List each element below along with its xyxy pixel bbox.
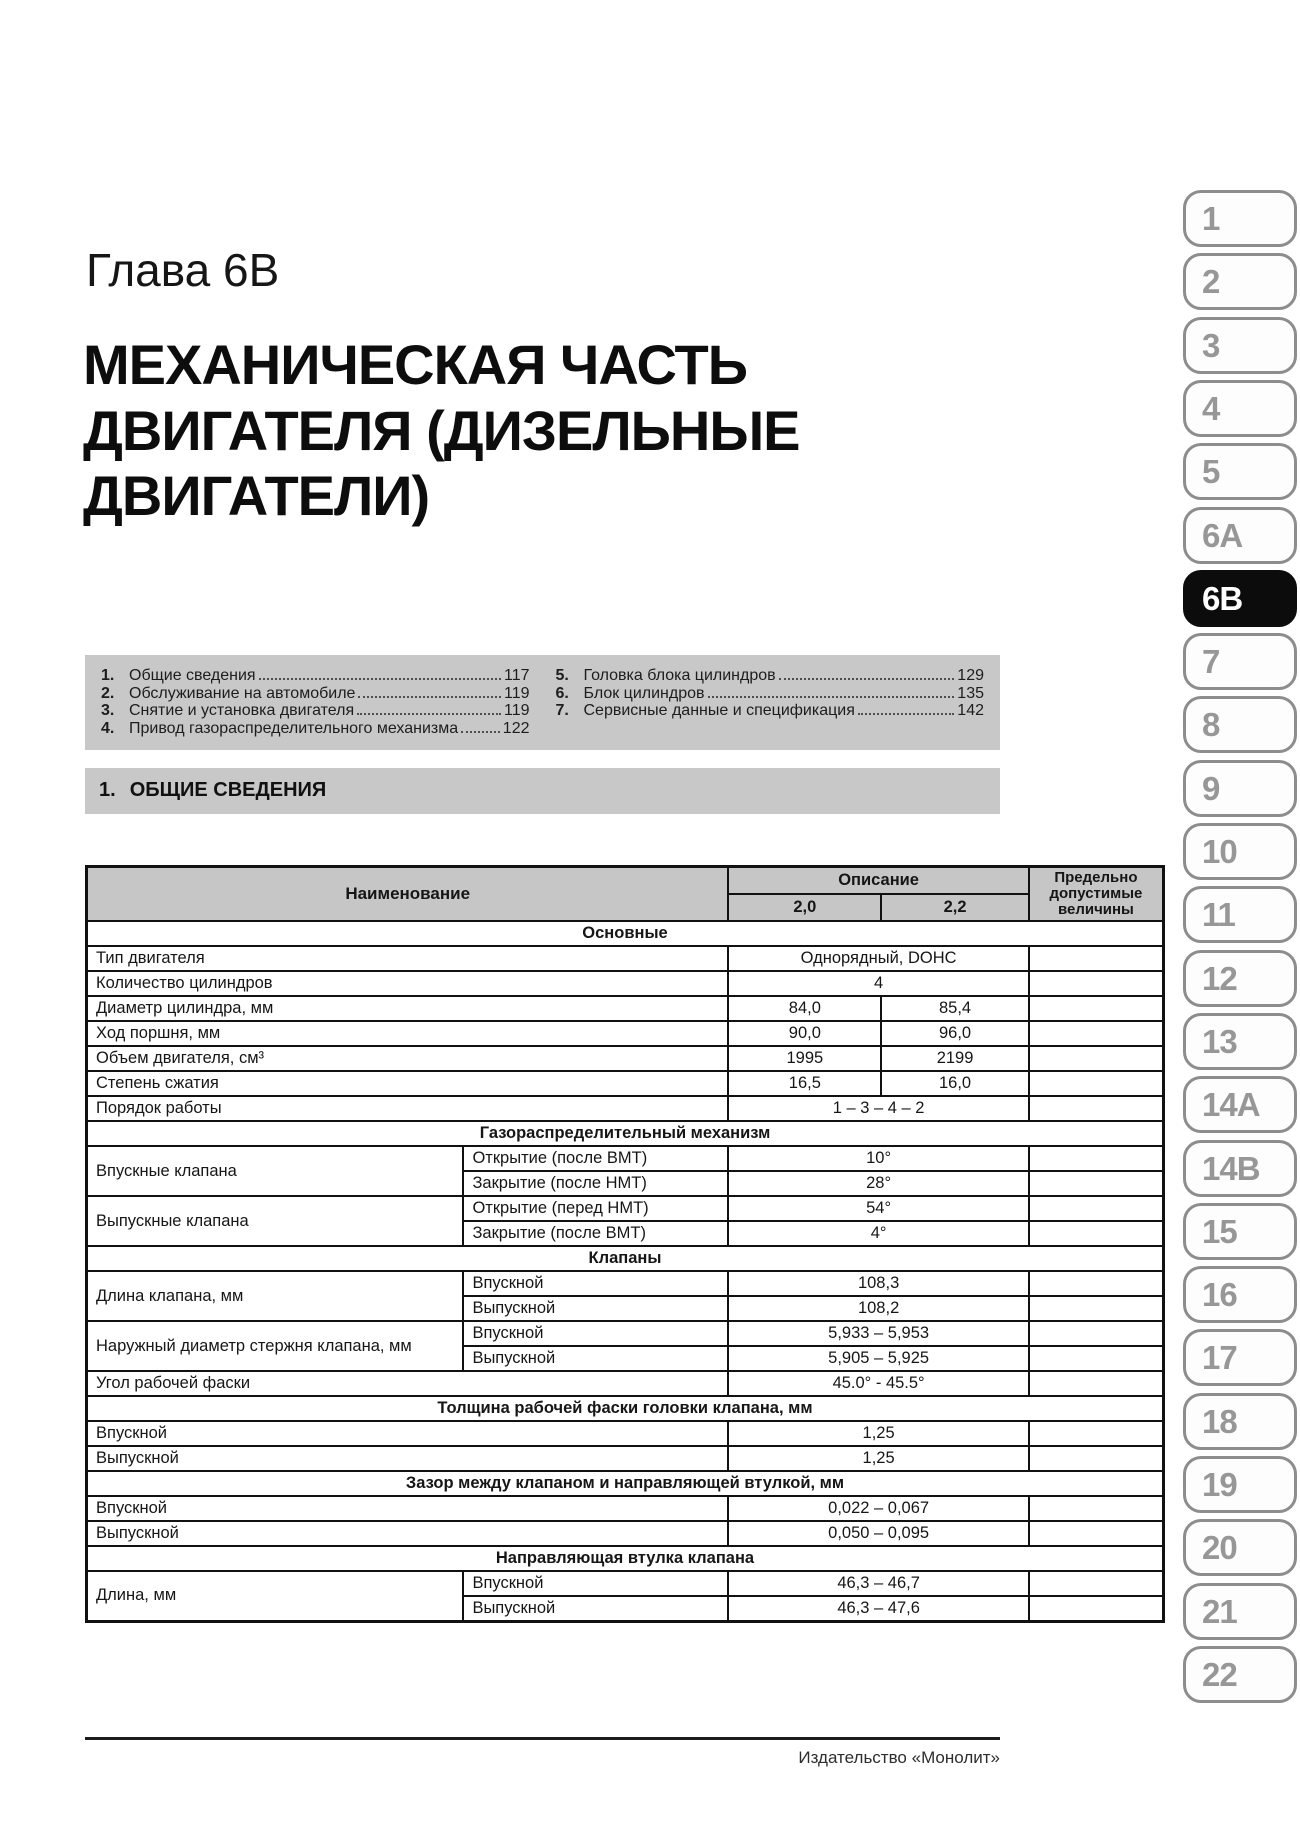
table-section-label: Зазор между клапаном и направляющей втулкой, мм <box>87 1471 1164 1496</box>
row-value-2.2-cell: 16,0 <box>881 1071 1029 1096</box>
section-heading-number: 1. <box>99 779 116 801</box>
row-name-cell: Степень сжатия <box>87 1071 729 1096</box>
row-value-cell: 46,3 – 47,6 <box>728 1596 1028 1621</box>
row-limit-cell <box>1029 1321 1164 1346</box>
row-value-cell: 1,25 <box>728 1446 1028 1471</box>
toc-item <box>101 667 530 685</box>
row-name-cell: Впускной <box>87 1421 729 1446</box>
column-header-engine-2.2: 2,2 <box>881 894 1029 921</box>
table-section-label: Газораспределительный механизм <box>87 1121 1164 1146</box>
row-sub-cell: Закрытие (после ВМТ) <box>463 1221 728 1246</box>
toc-item-page: 122 <box>502 719 530 737</box>
chapter-tab-12: 12 <box>1183 950 1297 1007</box>
row-value-cell: 4° <box>728 1221 1028 1246</box>
chapter-tab-6b: 6B <box>1183 570 1297 627</box>
toc-column-right <box>556 667 985 740</box>
row-name-cell: Ход поршня, мм <box>87 1021 729 1046</box>
row-sub-cell: Выпускной <box>463 1346 728 1371</box>
chapter-tab-8: 8 <box>1183 696 1297 753</box>
toc-item-label: Сервисные данные и спецификация <box>583 702 855 719</box>
toc-item-page: 142 <box>957 702 984 719</box>
table-row <box>87 1521 1164 1546</box>
row-limit-cell <box>1029 1096 1164 1121</box>
chapter-tab-16: 16 <box>1183 1266 1297 1323</box>
row-name-cell: Диаметр цилиндра, мм <box>87 996 729 1021</box>
row-limit-cell <box>1029 1146 1164 1171</box>
page-title-line-2: ДВИГАТЕЛЯ (ДИЗЕЛЬНЫЕ <box>83 398 800 462</box>
toc-item-page: 117 <box>503 667 530 684</box>
chapter-tab-11: 11 <box>1183 886 1297 943</box>
spec-table-header <box>87 867 1164 922</box>
row-limit-cell <box>1029 1446 1164 1471</box>
toc-item-number: 4. <box>101 719 115 737</box>
column-header-description: Описание <box>728 867 1028 895</box>
chapter-tab-4: 4 <box>1183 380 1297 437</box>
toc-item <box>101 720 530 738</box>
row-limit-cell <box>1029 971 1164 996</box>
row-name-cell: Выпускной <box>87 1521 729 1546</box>
toc-leader-dots <box>461 731 500 733</box>
row-sub-cell: Впускной <box>463 1571 728 1596</box>
row-sub-cell: Выпускной <box>463 1596 728 1621</box>
table-row <box>87 946 1164 971</box>
table-row <box>87 1421 1164 1446</box>
row-value-cell: 10° <box>728 1146 1028 1171</box>
table-of-contents <box>85 655 1000 750</box>
row-limit-cell <box>1029 1021 1164 1046</box>
toc-item-number: 7. <box>555 702 569 719</box>
row-name-cell: Объем двигателя, см³ <box>87 1046 729 1071</box>
table-row <box>87 1046 1164 1071</box>
chapter-tab-13: 13 <box>1183 1013 1297 1070</box>
toc-leader-dots <box>357 713 501 715</box>
toc-item-label: Снятие и установка двигателя <box>129 702 355 719</box>
row-value-cell: Однорядный, DOHC <box>728 946 1028 971</box>
row-value-cell: 108,3 <box>728 1271 1028 1296</box>
toc-item-number: 2. <box>101 684 115 702</box>
toc-leader-dots <box>779 678 955 680</box>
row-value-cell: 0,022 – 0,067 <box>728 1496 1028 1521</box>
row-name-cell: Длина клапана, мм <box>87 1271 464 1321</box>
table-section-row <box>87 1396 1164 1421</box>
toc-item-number: 1. <box>101 667 115 684</box>
row-limit-cell <box>1029 1371 1164 1396</box>
toc-item-label: Общие сведения <box>129 667 256 684</box>
row-limit-cell <box>1029 1496 1164 1521</box>
toc-leader-dots <box>858 713 954 715</box>
chapter-tab-2: 2 <box>1183 253 1297 310</box>
footer-rule <box>85 1737 1000 1740</box>
toc-item-label: Обслуживание на автомобиле <box>129 684 356 702</box>
row-limit-cell <box>1029 1521 1164 1546</box>
row-value-cell: 54° <box>728 1196 1028 1221</box>
chapter-tab-14a: 14A <box>1183 1076 1297 1133</box>
row-name-cell: Впускной <box>87 1496 729 1521</box>
row-limit-cell <box>1029 1596 1164 1621</box>
table-row <box>87 1271 1164 1296</box>
chapter-tab-1: 1 <box>1183 190 1297 247</box>
row-limit-cell <box>1029 996 1164 1021</box>
toc-item <box>101 685 530 703</box>
toc-item <box>556 667 985 685</box>
row-value-cell: 4 <box>728 971 1028 996</box>
row-sub-cell: Впускной <box>463 1321 728 1346</box>
chapter-tab-22: 22 <box>1183 1646 1297 1703</box>
row-value-cell: 5,905 – 5,925 <box>728 1346 1028 1371</box>
page-title-line-3: ДВИГАТЕЛИ) <box>83 464 430 528</box>
row-name-cell: Угол рабочей фаски <box>87 1371 729 1396</box>
chapter-tab-7: 7 <box>1183 633 1297 690</box>
column-header-limit: Предельно допустимые величины <box>1029 867 1164 922</box>
row-sub-cell: Выпускной <box>463 1296 728 1321</box>
toc-item-label: Блок цилиндров <box>583 684 705 702</box>
row-name-cell: Длина, мм <box>87 1571 464 1621</box>
publisher-footer: Издательство «Монолит» <box>798 1748 1000 1767</box>
row-limit-cell <box>1029 1571 1164 1596</box>
chapter-tab-21: 21 <box>1183 1583 1297 1640</box>
table-section-row <box>87 1121 1164 1146</box>
toc-item-number: 3. <box>101 702 115 719</box>
toc-item <box>556 685 985 703</box>
toc-item <box>556 702 985 720</box>
chapter-tab-20: 20 <box>1183 1519 1297 1576</box>
table-row <box>87 1321 1164 1346</box>
column-header-name: Наименование <box>87 867 729 922</box>
table-row <box>87 1446 1164 1471</box>
table-row <box>87 1071 1164 1096</box>
table-row <box>87 1096 1164 1121</box>
row-limit-cell <box>1029 1071 1164 1096</box>
row-value-2.0-cell: 84,0 <box>728 996 881 1021</box>
table-section-label: Основные <box>87 921 1164 946</box>
row-name-cell: Количество цилиндров <box>87 971 729 996</box>
row-value-cell: 5,933 – 5,953 <box>728 1321 1028 1346</box>
row-value-2.2-cell: 85,4 <box>881 996 1029 1021</box>
spec-table <box>85 865 1165 1623</box>
toc-item-label: Привод газораспределительного механизма <box>129 719 459 737</box>
toc-column-left <box>101 667 530 740</box>
row-value-cell: 45.0° - 45.5° <box>728 1371 1028 1396</box>
toc-leader-dots <box>259 678 501 680</box>
row-limit-cell <box>1029 1421 1164 1446</box>
spec-table-body <box>87 921 1164 1621</box>
chapter-tab-14b: 14B <box>1183 1140 1297 1197</box>
chapter-tab-15: 15 <box>1183 1203 1297 1260</box>
row-limit-cell <box>1029 1046 1164 1071</box>
toc-item-label: Головка блока цилиндров <box>583 667 776 684</box>
chapter-tab-17: 17 <box>1183 1329 1297 1386</box>
row-value-cell: 0,050 – 0,095 <box>728 1521 1028 1546</box>
row-name-cell: Выпускные клапана <box>87 1196 464 1246</box>
chapter-tab-18: 18 <box>1183 1393 1297 1450</box>
row-limit-cell <box>1029 1346 1164 1371</box>
table-row <box>87 1371 1164 1396</box>
row-limit-cell <box>1029 1171 1164 1196</box>
section-heading <box>85 768 1000 814</box>
toc-item-page: 119 <box>503 702 530 719</box>
table-row <box>87 996 1164 1021</box>
table-section-row <box>87 921 1164 946</box>
chapter-tab-10: 10 <box>1183 823 1297 880</box>
table-row <box>87 1496 1164 1521</box>
row-value-2.2-cell: 96,0 <box>881 1021 1029 1046</box>
chapter-label: Глава 6B <box>86 244 280 296</box>
row-name-cell: Тип двигателя <box>87 946 729 971</box>
row-limit-cell <box>1029 1296 1164 1321</box>
chapter-tab-5: 5 <box>1183 443 1297 500</box>
toc-item-page: 129 <box>957 667 984 684</box>
row-value-cell: 1 – 3 – 4 – 2 <box>728 1096 1028 1121</box>
row-value-2.0-cell: 16,5 <box>728 1071 881 1096</box>
toc-item-number: 6. <box>555 684 569 702</box>
table-row <box>87 971 1164 996</box>
row-sub-cell: Впускной <box>463 1271 728 1296</box>
table-section-row <box>87 1471 1164 1496</box>
row-value-cell: 28° <box>728 1171 1028 1196</box>
row-value-2.2-cell: 2199 <box>881 1046 1029 1071</box>
table-section-label: Направляющая втулка клапана <box>87 1546 1164 1571</box>
chapter-tab-6a: 6A <box>1183 507 1297 564</box>
toc-item-number: 5. <box>555 667 569 684</box>
table-section-label: Толщина рабочей фаски головки клапана, мм <box>87 1396 1164 1421</box>
row-value-cell: 1,25 <box>728 1421 1028 1446</box>
row-value-2.0-cell: 90,0 <box>728 1021 881 1046</box>
toc-leader-dots <box>708 696 955 698</box>
page-title-line-1: МЕХАНИЧЕСКАЯ ЧАСТЬ <box>83 333 747 396</box>
row-limit-cell <box>1029 1196 1164 1221</box>
table-section-label: Клапаны <box>87 1246 1164 1271</box>
row-name-cell: Выпускной <box>87 1446 729 1471</box>
page-title <box>83 332 923 529</box>
row-limit-cell <box>1029 1271 1164 1296</box>
table-row <box>87 1571 1164 1596</box>
row-limit-cell <box>1029 946 1164 971</box>
toc-item <box>101 702 530 720</box>
toc-leader-dots <box>358 696 501 698</box>
row-value-cell: 46,3 – 46,7 <box>728 1571 1028 1596</box>
row-limit-cell <box>1029 1221 1164 1246</box>
row-value-2.0-cell: 1995 <box>728 1046 881 1071</box>
chapter-tab-9: 9 <box>1183 760 1297 817</box>
section-heading-label: ОБЩИЕ СВЕДЕНИЯ <box>129 779 327 801</box>
row-sub-cell: Открытие (после ВМТ) <box>463 1146 728 1171</box>
table-section-row <box>87 1546 1164 1571</box>
row-name-cell: Наружный диаметр стержня клапана, мм <box>87 1321 464 1371</box>
row-sub-cell: Закрытие (после НМТ) <box>463 1171 728 1196</box>
table-section-row <box>87 1246 1164 1271</box>
table-row <box>87 1146 1164 1171</box>
toc-item-page: 135 <box>957 684 984 702</box>
table-row <box>87 1196 1164 1221</box>
row-value-cell: 108,2 <box>728 1296 1028 1321</box>
chapter-tab-3: 3 <box>1183 317 1297 374</box>
toc-item-page: 119 <box>503 684 530 702</box>
table-row <box>87 1021 1164 1046</box>
chapter-tab-19: 19 <box>1183 1456 1297 1513</box>
row-name-cell: Впускные клапана <box>87 1146 464 1196</box>
row-name-cell: Порядок работы <box>87 1096 729 1121</box>
row-sub-cell: Открытие (перед НМТ) <box>463 1196 728 1221</box>
column-header-engine-2.0: 2,0 <box>728 894 881 921</box>
